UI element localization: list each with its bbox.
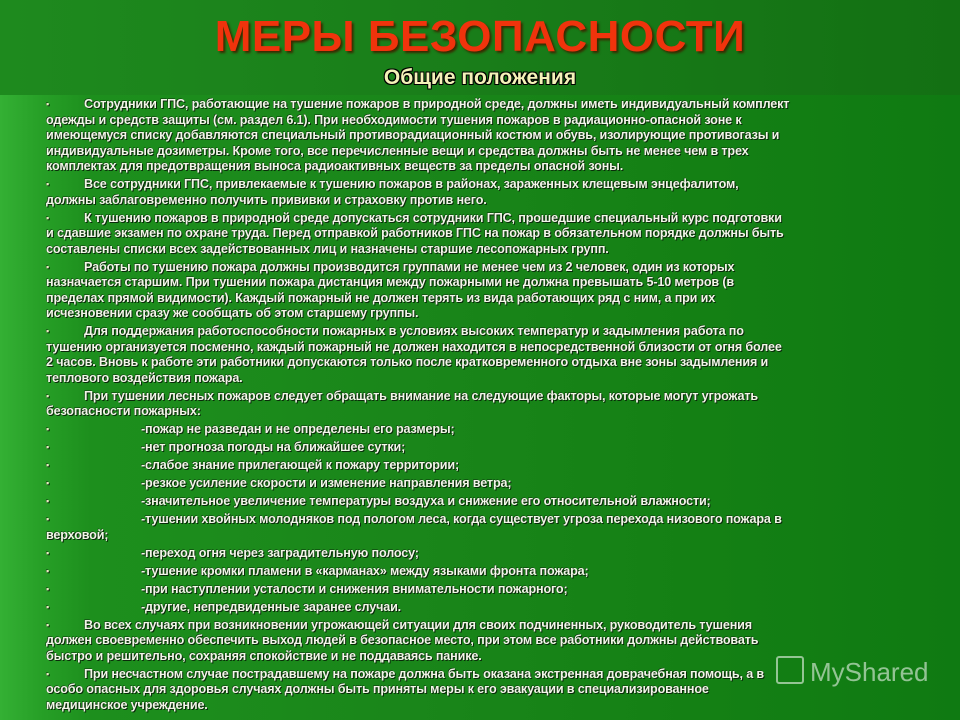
bullet-icon: ▪ bbox=[46, 390, 50, 401]
text-line-content: комплектах для предотвращения выноса радиоактивных веществ за пределы опасной зоны. bbox=[46, 159, 624, 173]
text-line bbox=[46, 582, 926, 598]
text-line-content: -слабое знание прилегающей к пожару территории; bbox=[141, 458, 460, 472]
sub-bullet-item bbox=[46, 512, 926, 543]
text-line bbox=[46, 389, 926, 405]
text-line-content: -тушение кромки пламени в «карманах» между языками фронта пожара; bbox=[141, 563, 589, 578]
text-line-content: верховой; bbox=[46, 527, 109, 542]
bullet-icon: ▪ bbox=[46, 478, 50, 488]
text-line-content: имеющемуся списку добавляются специальный противорадиационный костюм и обувь, изолирующие противогазы и bbox=[46, 128, 780, 142]
text-line-content: и сдавшие экзамен по охране труда. Перед отправкой работников ГПС на пожар в обязательном порядке должны быть bbox=[46, 226, 784, 240]
text-line bbox=[46, 193, 926, 209]
text-line bbox=[46, 564, 926, 580]
text-line-content: Сотрудники ГПС, работающие на тушение пожаров в природной среде, должны иметь индивидуальный комплект bbox=[84, 97, 790, 111]
text-line-content: -пожар не разведан и не определены его размеры; bbox=[141, 422, 455, 436]
text-line bbox=[46, 159, 926, 175]
text-line-content: К тушению пожаров в природной среде допускаться сотрудники ГПС, прошедшие специальный курс подготовки bbox=[84, 210, 782, 225]
text-line-content: -значительное увеличение температуры воздуха и снижение его относительной влажности; bbox=[141, 494, 711, 508]
text-line-content: -переход огня через заградительную полосу; bbox=[141, 545, 419, 560]
text-line-content: -другие, непредвиденные заранее случаи. bbox=[141, 599, 402, 614]
text-line bbox=[46, 144, 926, 160]
slide-subtitle: Общие положения bbox=[383, 66, 577, 89]
text-line bbox=[46, 324, 926, 340]
text-line bbox=[46, 698, 926, 714]
text-line-content: исчезновении сразу же сообщать об этом старшему группы. bbox=[46, 306, 419, 320]
text-line bbox=[46, 128, 926, 144]
bullet-icon: ▪ bbox=[46, 514, 50, 524]
text-line bbox=[46, 97, 926, 113]
text-line-content: медицинское учреждение. bbox=[46, 697, 208, 712]
text-line bbox=[46, 440, 926, 456]
text-line-content: быстро и решительно, сохраняя спокойствие и не поддаваясь панике. bbox=[46, 648, 482, 663]
bullet-icon: ▪ bbox=[46, 547, 50, 558]
sub-bullet-item bbox=[46, 600, 926, 616]
sub-bullet-item bbox=[46, 440, 926, 456]
text-line bbox=[46, 113, 926, 129]
text-line bbox=[46, 458, 926, 474]
sub-bullet-item bbox=[46, 494, 926, 510]
bullet-paragraph bbox=[46, 324, 926, 386]
text-line bbox=[46, 422, 926, 438]
sub-bullet-item bbox=[46, 582, 926, 598]
slide-content bbox=[46, 97, 926, 716]
bullet-icon: ▪ bbox=[46, 261, 50, 272]
text-line-content: -при наступлении усталости и снижения внимательности пожарного; bbox=[141, 581, 568, 596]
text-line bbox=[46, 600, 926, 616]
text-line-content: одежды и средств защиты (см. раздел 6.1). При необходимости тушения пожаров в радиационно-опасной зоне к bbox=[46, 112, 742, 127]
watermark-text: MyShared bbox=[810, 657, 929, 687]
slide-title: МЕРЫ БЕЗОПАСНОСТИ bbox=[214, 12, 746, 61]
text-line bbox=[46, 618, 926, 634]
bullet-paragraph bbox=[46, 260, 926, 322]
bullet-icon: ▪ bbox=[46, 212, 50, 223]
text-line bbox=[46, 546, 926, 562]
bullet-icon: ▪ bbox=[46, 460, 50, 470]
text-line bbox=[46, 494, 926, 510]
bullet-paragraph bbox=[46, 97, 926, 175]
bullet-icon: ▪ bbox=[46, 326, 50, 336]
bullet-icon: ▪ bbox=[46, 442, 50, 452]
text-line-content: безопасности пожарных: bbox=[46, 404, 201, 418]
text-line bbox=[46, 476, 926, 492]
text-line bbox=[46, 242, 926, 258]
text-line-content: составлены списки всех задействованных лиц и назначены старшие лесопожарных групп. bbox=[46, 241, 609, 256]
bullet-paragraph bbox=[46, 211, 926, 258]
text-line-content: При несчастном случае пострадавшему на пожаре должна быть оказана экстренная доврачебная помощь, а в bbox=[84, 666, 764, 681]
bullet-icon: ▪ bbox=[46, 583, 50, 594]
text-line bbox=[46, 306, 926, 322]
text-line-content: пределах прямой видимости). Каждый пожарный не должен терять из вида работающих ряд с ним, а при их bbox=[46, 290, 716, 305]
bullet-icon: ▪ bbox=[46, 496, 50, 506]
text-line bbox=[46, 291, 926, 307]
bullet-icon: ▪ bbox=[46, 619, 50, 630]
text-line-content: должны заблаговременно получить прививки и страховку против него. bbox=[46, 192, 487, 207]
text-line-content: Во всех случаях при возникновении угрожающей ситуации для своих подчиненных, руководитель тушения bbox=[84, 617, 752, 632]
sub-bullet-item bbox=[46, 476, 926, 492]
bullet-paragraph bbox=[46, 177, 926, 208]
watermark bbox=[776, 656, 929, 688]
text-line-content: При тушении лесных пожаров следует обращать внимание на следующие факторы, которые могут угрожать bbox=[84, 388, 758, 403]
text-line bbox=[46, 275, 926, 291]
text-line-content: -нет прогноза погоды на ближайшее сутки; bbox=[141, 440, 406, 454]
text-line bbox=[46, 512, 926, 528]
bullet-paragraph bbox=[46, 389, 926, 420]
text-line bbox=[46, 355, 926, 371]
bullet-icon: ▪ bbox=[46, 99, 50, 109]
bullet-icon: ▪ bbox=[46, 179, 50, 189]
text-line-content: -тушении хвойных молодняков под пологом леса, когда существует угроза перехода низового пожара в bbox=[141, 512, 782, 526]
sub-bullet-item bbox=[46, 422, 926, 438]
text-line-content: -резкое усиление скорости и изменение направления ветра; bbox=[141, 476, 512, 490]
text-line-content: особо опасных для здоровья случаях должны быть приняты меры к его эвакуации в специализированное bbox=[46, 682, 709, 696]
text-line bbox=[46, 633, 926, 649]
text-line bbox=[46, 177, 926, 193]
text-line bbox=[46, 404, 926, 420]
presentation-icon bbox=[776, 656, 804, 684]
text-line-content: Работы по тушению пожара должны производится группами не менее чем из 2 человек, один из которых bbox=[84, 259, 735, 274]
text-line bbox=[46, 211, 926, 227]
bullet-icon: ▪ bbox=[46, 601, 50, 612]
sub-bullet-item bbox=[46, 564, 926, 580]
text-line-content: 2 часов. Вновь к работе эти работники допускаются только после кратковременного отдыха вне зоны задымления и bbox=[46, 355, 769, 369]
text-line bbox=[46, 340, 926, 356]
text-line bbox=[46, 528, 926, 544]
text-line bbox=[46, 226, 926, 242]
text-line-content: Для поддержания работоспособности пожарных в условиях высоких температур и задымления работа по bbox=[84, 324, 744, 338]
text-line bbox=[46, 260, 926, 276]
sub-bullet-item bbox=[46, 458, 926, 474]
text-line-content: индивидуальные дозиметры. Кроме того, все перечисленные вещи и средства должны быть не менее чем в трех bbox=[46, 143, 749, 158]
text-line-content: Все сотрудники ГПС, привлекаемые к тушению пожаров в районах, зараженных клещевым энцефалитом, bbox=[84, 177, 739, 191]
text-line-content: тушению организуется посменно, каждый пожарный не должен находится в непосредственной близости от огня более bbox=[46, 339, 782, 354]
bullet-icon: ▪ bbox=[46, 565, 50, 576]
text-line bbox=[46, 371, 926, 387]
bullet-icon: ▪ bbox=[46, 424, 50, 434]
text-line-content: теплового воздействия пожара. bbox=[46, 370, 243, 385]
bullet-icon: ▪ bbox=[46, 668, 50, 679]
text-line-content: должен своевременно обеспечить выход людей в безопасное место, при этом все работники должны действовать bbox=[46, 633, 759, 647]
text-line-content: назначается старшим. При тушении пожара дистанция между пожарными не должна превышать 5-10 метров (в bbox=[46, 275, 734, 289]
sub-bullet-item bbox=[46, 546, 926, 562]
